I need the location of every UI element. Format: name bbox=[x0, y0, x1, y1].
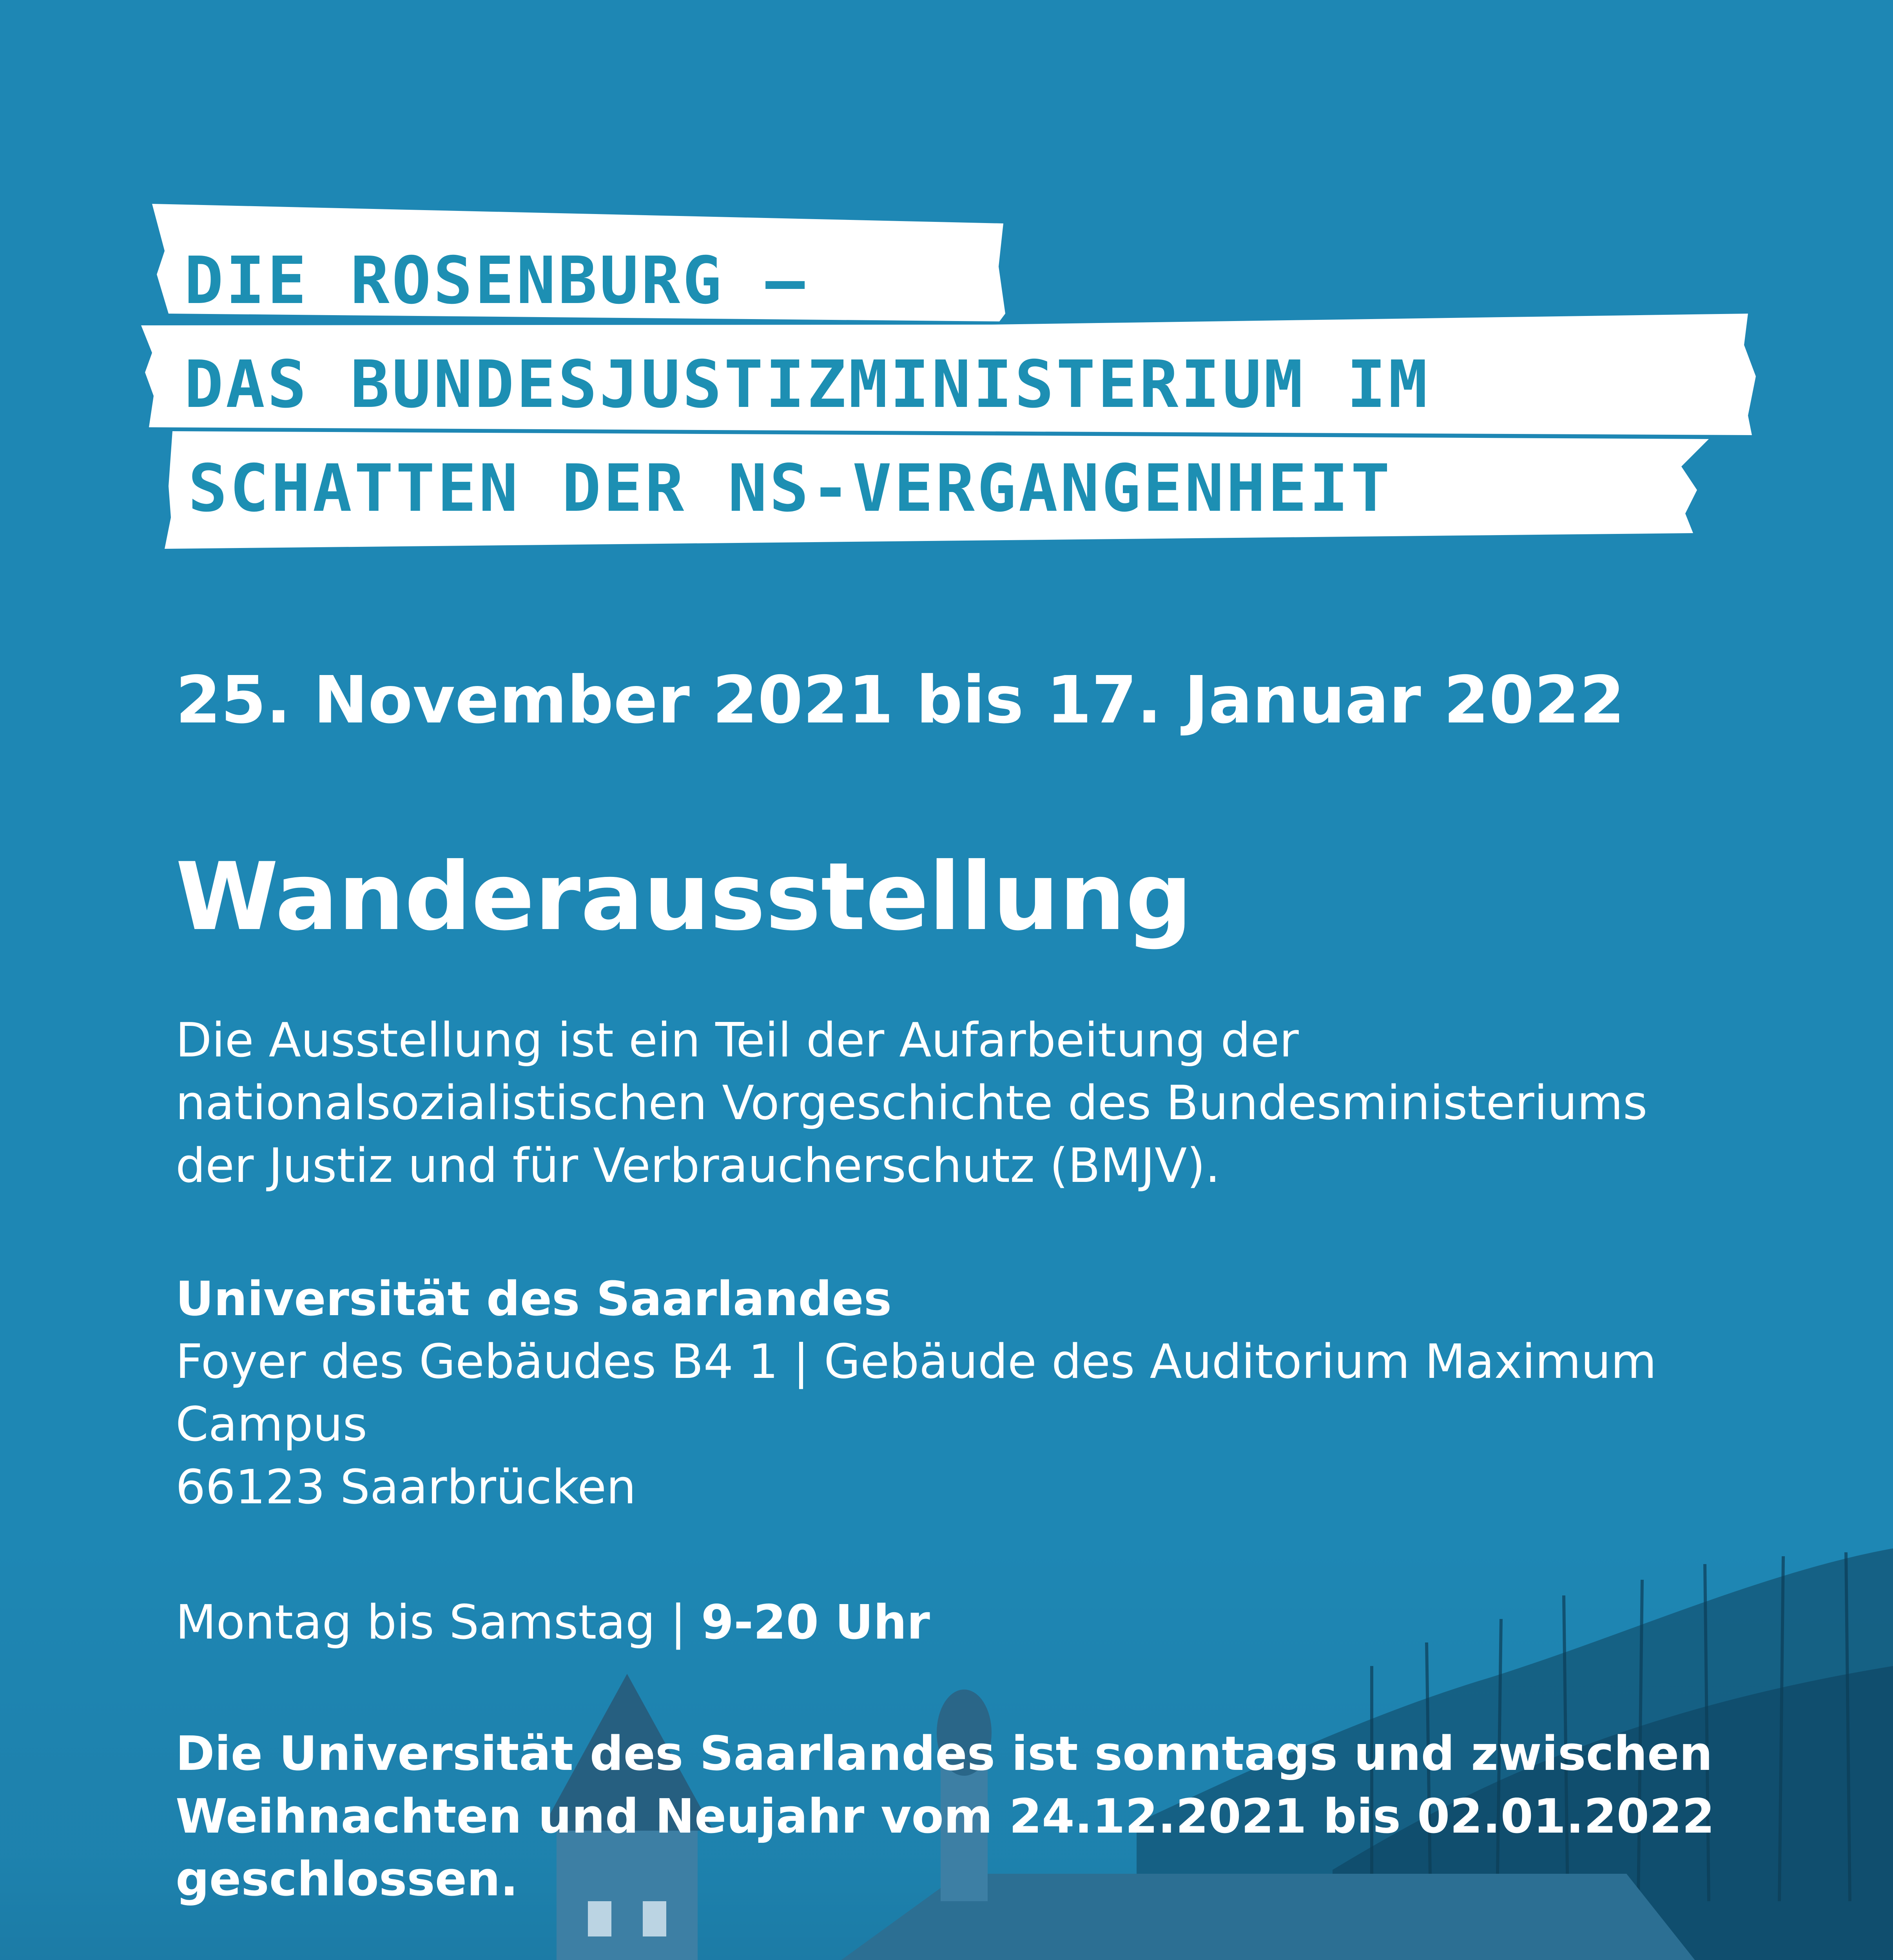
venue-line-1: Foyer des Gebäudes B4 1 | Gebäude des Auditorium Maximum bbox=[176, 1335, 1657, 1389]
intro-line-1: Die Ausstellung ist ein Teil der Aufarbeitung der bbox=[176, 1013, 1299, 1068]
venue-address bbox=[176, 1268, 1743, 1519]
title-banner bbox=[0, 0, 1893, 557]
venue-line-3: 66123 Saarbrücken bbox=[176, 1460, 636, 1515]
opening-time: 9-20 Uhr bbox=[701, 1595, 930, 1650]
closure-line-1: Die Universität des Saarlandes ist sonntags und zwischen bbox=[176, 1727, 1713, 1781]
date-line: 25. November 2021 bis 17. Januar 2022 bbox=[176, 662, 1625, 738]
closure-line-3: geschlossen. bbox=[176, 1852, 519, 1907]
closure-line-2: Weihnachten und Neujahr vom 24.12.2021 bis 02.01.2022 bbox=[176, 1789, 1715, 1844]
intro-text bbox=[176, 1009, 1743, 1198]
venue-line-2: Campus bbox=[176, 1397, 367, 1452]
opening-hours bbox=[176, 1592, 930, 1654]
intro-line-3: der Justiz und für Verbraucherschutz (BMJV). bbox=[176, 1139, 1220, 1193]
exhibition-heading: Wanderausstellung bbox=[176, 843, 1193, 951]
intro-line-2: nationalsozialistischen Vorgeschichte des Bundesministeriums bbox=[176, 1076, 1648, 1131]
closure-notice bbox=[176, 1723, 1743, 1911]
opening-days: Montag bis Samstag | bbox=[176, 1595, 686, 1650]
title-line-3: SCHATTEN DER NS-VERGANGENHEIT bbox=[188, 451, 1393, 526]
title-line-1: DIE ROSENBURG – bbox=[184, 243, 807, 319]
title-line-2: DAS BUNDESJUSTIZMINISTERIUM IM bbox=[184, 347, 1430, 423]
venue-name: Universität des Saarlandes bbox=[176, 1272, 892, 1327]
